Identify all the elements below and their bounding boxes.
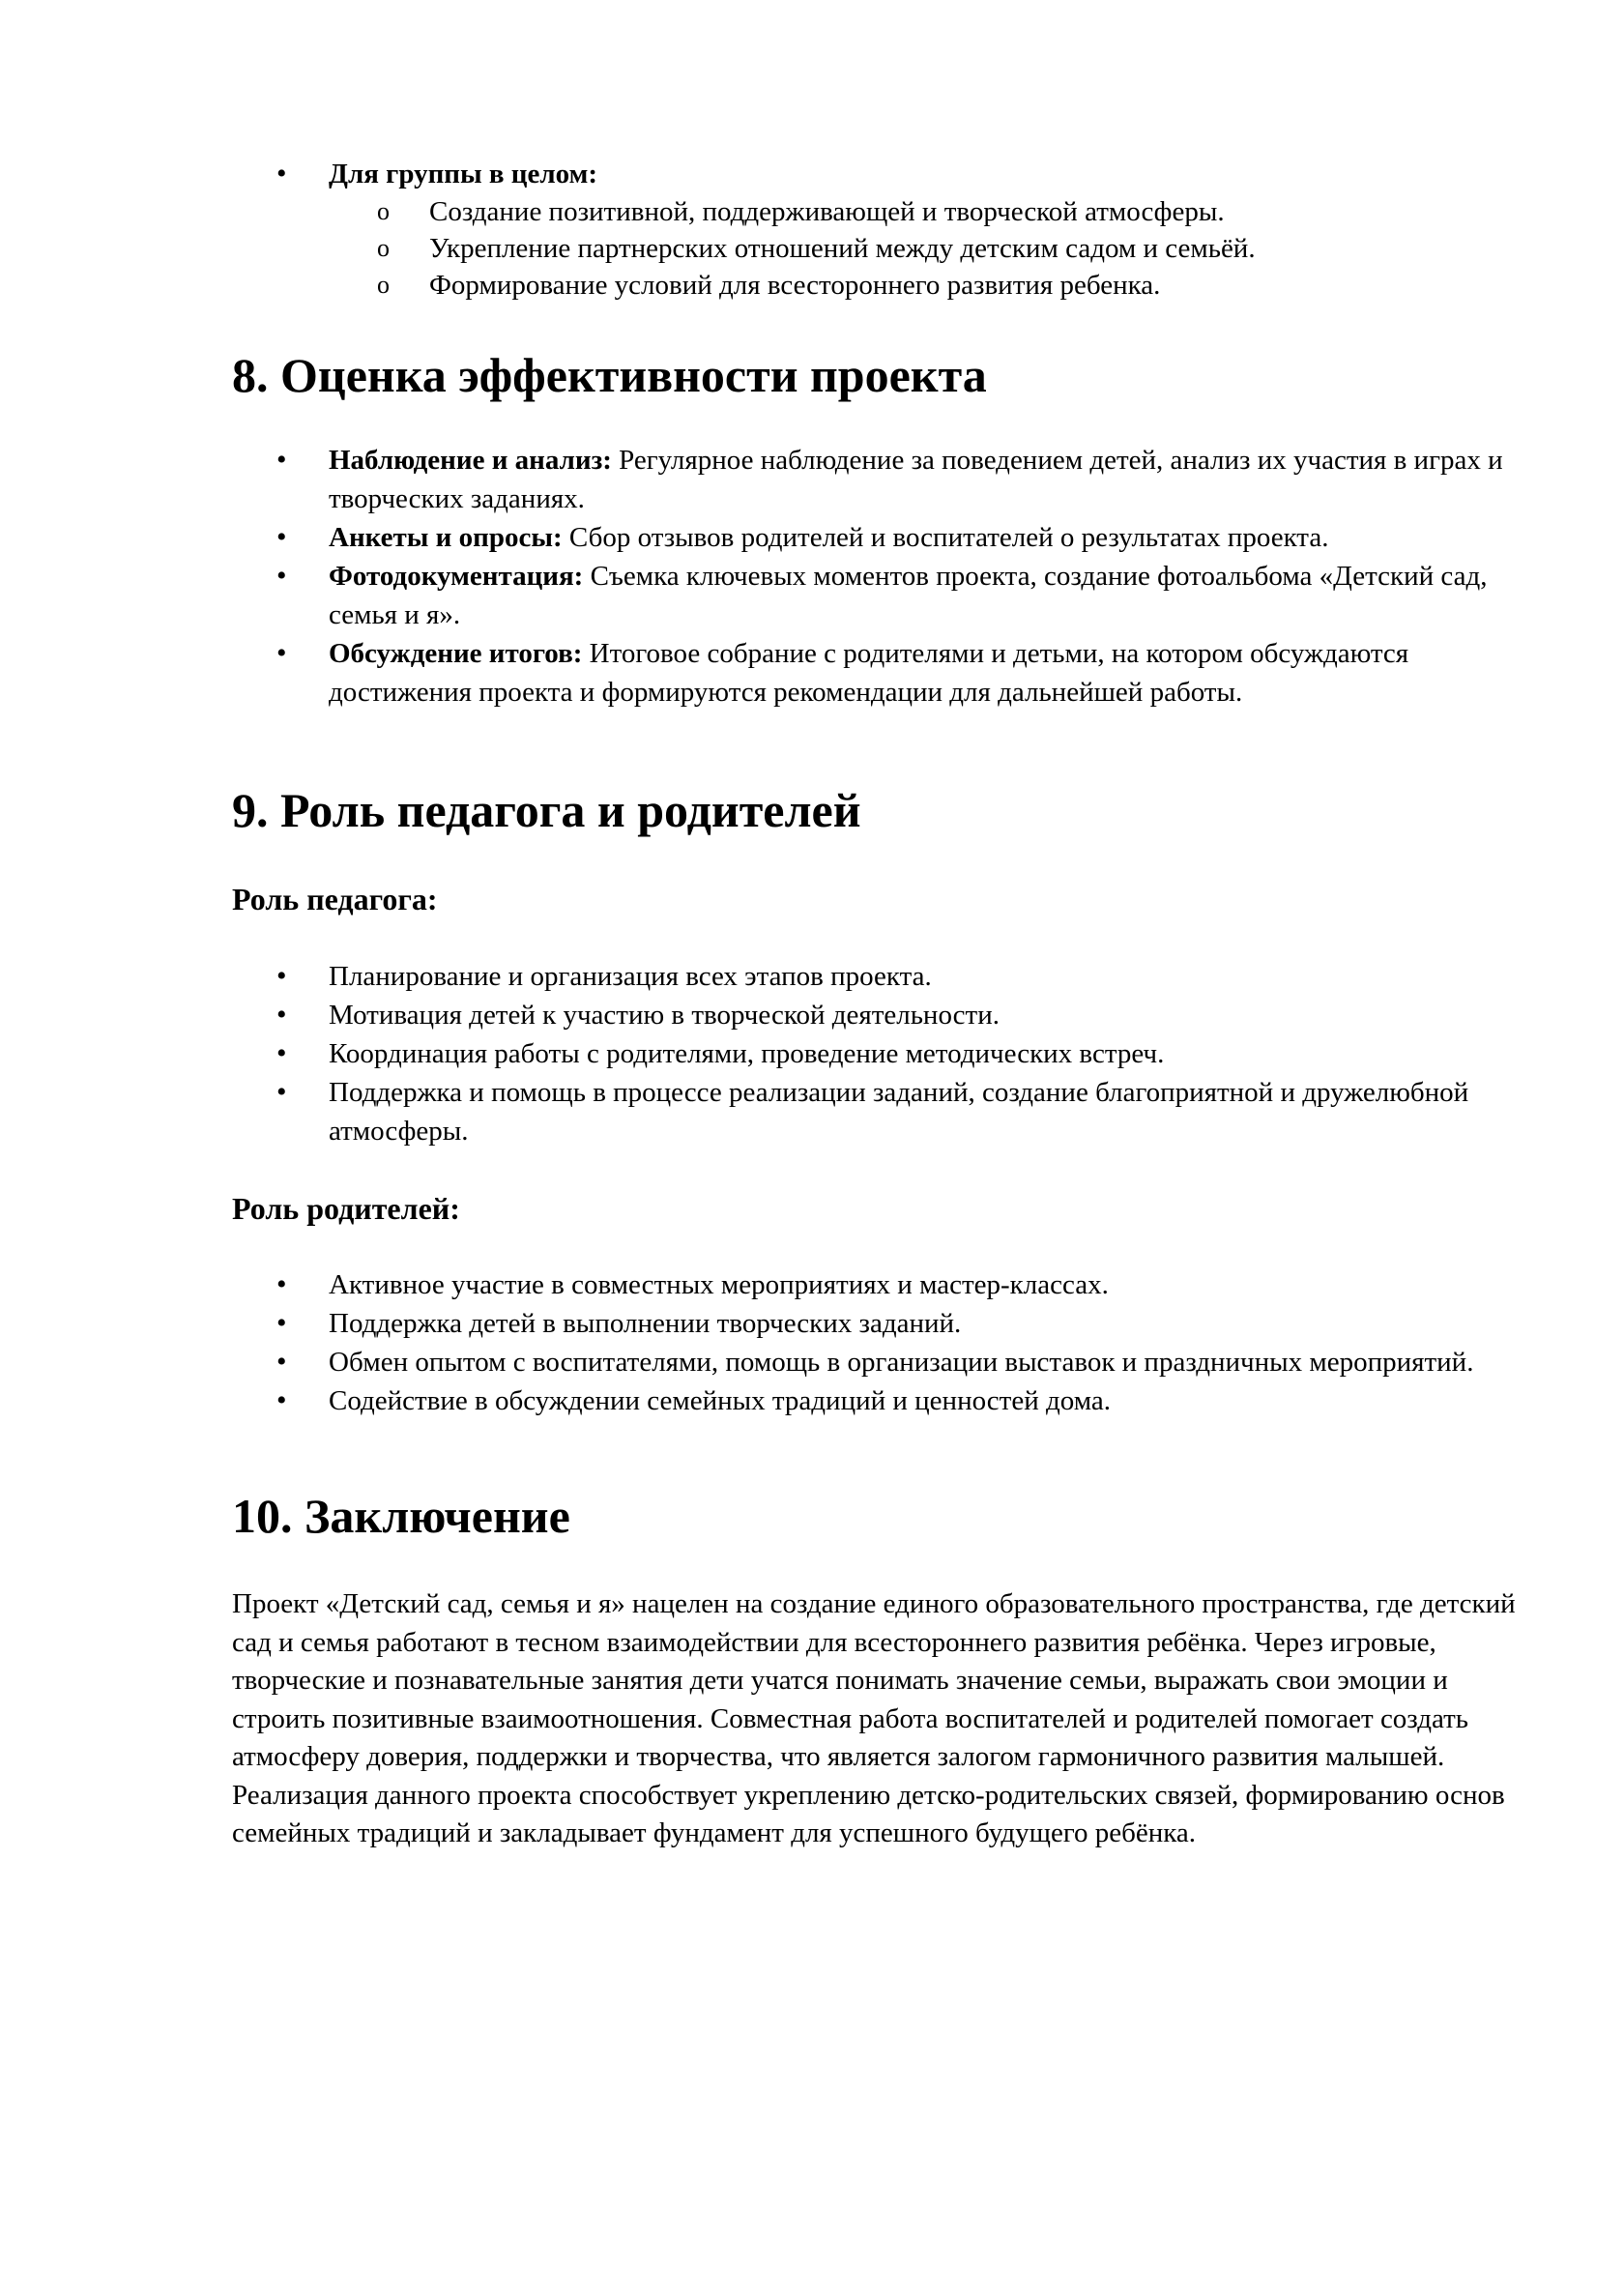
teacher-role-title: Роль педагога: [232, 882, 438, 916]
list-item: • Активное участие в совместных мероприятиях и мастер-классах. [232, 1265, 1518, 1304]
list-item [232, 557, 1518, 634]
item-label: Анкеты и опросы: [329, 522, 563, 553]
item-label: Фотодокументация: [329, 561, 584, 592]
teacher-role-list [232, 957, 1518, 1150]
item-text: Сбор отзывов родителей и воспитателей о результатах проекта. [562, 522, 1329, 553]
group-sublist-items [232, 193, 1624, 304]
list-item: • Координация работы с родителями, проведение методических встреч. [232, 1034, 1518, 1073]
list-item [232, 634, 1518, 712]
section-heading: 9. Роль педагога и родителей [232, 783, 861, 837]
section8-list [232, 441, 1518, 712]
list-item: • Обмен опытом с воспитателями, помощь в организации выставок и праздничных мероприятий. [232, 1343, 1518, 1381]
sublist-item: o Создание позитивной, поддерживающей и творческой атмосферы. [232, 193, 1624, 230]
list-item: • Содействие в обсуждении семейных традиций и ценностей дома. [232, 1381, 1518, 1420]
item-text: Съемка ключевых моментов проекта, создание фотоальбома «Детский сад, семья и я». [329, 561, 1488, 630]
item-label: Обсуждение итогов: [329, 638, 583, 669]
list-item: • Поддержка детей в выполнении творческих заданий. [232, 1304, 1518, 1343]
sublist-item: o Укрепление партнерских отношений между детским садом и семьёй. [232, 230, 1624, 267]
list-item: • Поддержка и помощь в процессе реализации заданий, создание благоприятной и дружелюбной атмосферы. [232, 1073, 1518, 1150]
list-item: • Планирование и организация всех этапов проекта. [232, 957, 1518, 996]
sublist-item: o Формирование условий для всестороннего развития ребенка. [232, 267, 1624, 304]
parents-role-list [232, 1265, 1518, 1420]
item-label: Наблюдение и анализ: [329, 445, 612, 476]
list-item: • Мотивация детей к участию в творческой деятельности. [232, 996, 1518, 1034]
section-heading: 8. Оценка эффективности проекта [232, 348, 987, 402]
list-item [232, 155, 1527, 193]
parents-role-title: Роль родителей: [232, 1191, 460, 1226]
group-list [232, 155, 1527, 193]
group-title: Для группы в целом: [329, 159, 598, 189]
conclusion-paragraph: Проект «Детский сад, семья и я» нацелен на создание единого образовательного пространства, где детский сад и семья работают в тесном взаимодействии для всестороннего развития ребёнка. Через игровые, творческие и познавательные занятия дети учатся понимать значение семьи, выражать свои эмоции и строить позитивные взаимоотношения. Совместная работа воспитателей и родителей помогает создать атмосферу доверия, поддержки и творчества, что является залогом гармоничного развития малышей. Реализация данного проекта способствует укреплению детско-родительских связей, формированию основ семейных традиций и закладывает фундамент для успешного будущего ребёнка. [232, 1588, 1516, 1848]
list-item [232, 441, 1518, 518]
list-item [232, 518, 1518, 557]
item-text: Итоговое собрание с родителями и детьми, на котором обсуждаются достижения проекта и формируются рекомендации для дальнейшей работы. [329, 638, 1409, 708]
item-text: Регулярное наблюдение за поведением детей, анализ их участия в играх и творческих заданиях. [329, 445, 1503, 514]
section-heading: 10. Заключение [232, 1489, 570, 1543]
